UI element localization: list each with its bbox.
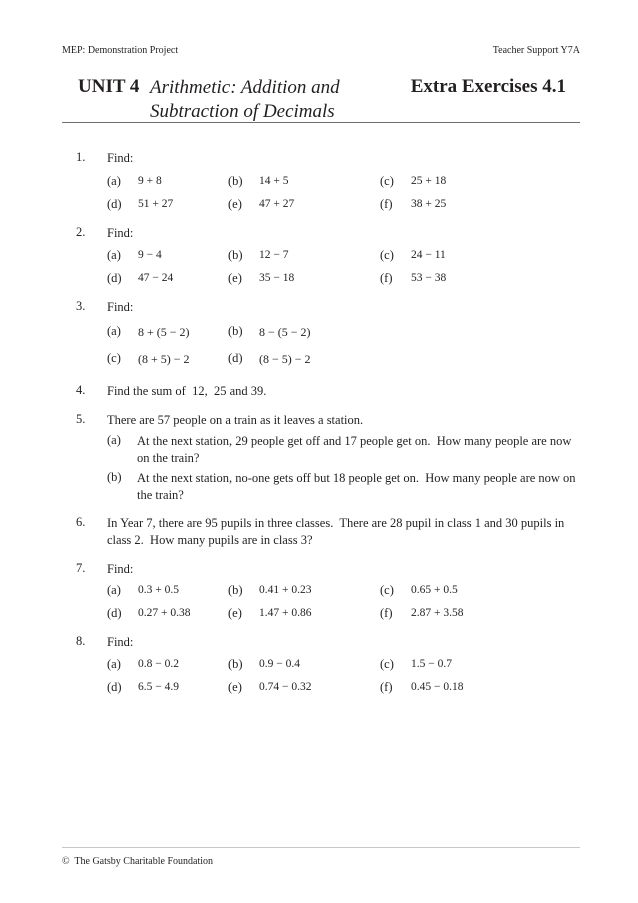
part-expression: 25 + 18 xyxy=(411,175,447,187)
part-label: (c) xyxy=(107,351,121,365)
part-label: (d) xyxy=(228,351,243,365)
part-label: (a) xyxy=(107,657,121,671)
question-prompt: There are 57 people on a train as it leaves a station. xyxy=(107,413,364,427)
part-expression: 6.5 − 4.9 xyxy=(138,681,179,693)
page-header-right: Teacher Support Y7A xyxy=(492,45,580,56)
question-prompt: Find: xyxy=(107,635,134,649)
part-expression: 0.27 + 0.38 xyxy=(138,607,191,619)
footer-divider xyxy=(62,847,580,848)
part-expression: 0.74 − 0.32 xyxy=(259,681,312,693)
part-expression: 35 − 18 xyxy=(259,272,295,284)
part-expression: 14 + 5 xyxy=(259,175,289,187)
part-label: (f) xyxy=(380,271,393,285)
page-header-left: MEP: Demonstration Project xyxy=(62,45,179,56)
part-label: (b) xyxy=(228,583,243,597)
question-number: 2. xyxy=(76,225,86,239)
part-label: (b) xyxy=(228,324,243,338)
part-label: (d) xyxy=(107,680,122,694)
part-expression: 47 + 27 xyxy=(259,198,295,210)
part-label: (e) xyxy=(228,197,242,211)
part-expression: 53 − 38 xyxy=(411,272,447,284)
question-number: 8. xyxy=(76,634,86,648)
question-prompt: Find the sum of 12, 25 and 39. xyxy=(107,384,267,398)
part-label: (d) xyxy=(107,271,122,285)
question-prompt: Find: xyxy=(107,151,134,165)
unit-title: UNIT 4 xyxy=(78,76,140,97)
part-label: (c) xyxy=(380,583,394,597)
part-label: (a) xyxy=(107,324,121,338)
part-expression: 0.3 + 0.5 xyxy=(138,584,179,596)
part-expression: 51 + 27 xyxy=(138,198,174,210)
part-label: (b) xyxy=(228,657,243,671)
part-text: At the next station, 29 people get off and 17 people get on. How many people are now on the train? xyxy=(137,434,575,465)
part-label: (e) xyxy=(228,680,242,694)
part-expression: 24 − 11 xyxy=(411,249,446,261)
question-number: 5. xyxy=(76,412,86,426)
part-label: (a) xyxy=(107,248,121,262)
question-number: 1. xyxy=(76,150,86,164)
part-label: (a) xyxy=(107,433,121,447)
part-expression: 1.47 + 0.86 xyxy=(259,607,312,619)
exercise-title: Extra Exercises 4.1 xyxy=(410,76,566,97)
part-expression: 9 + 8 xyxy=(138,175,162,187)
part-label: (c) xyxy=(380,657,394,671)
question-prompt: In Year 7, there are 95 pupils in three classes. There are 28 pupil in class 1 and 30 pupils in class 2. How many pupils are in class 3? xyxy=(107,516,568,547)
part-expression: 0.45 − 0.18 xyxy=(411,681,464,693)
part-expression: 38 + 25 xyxy=(411,198,447,210)
part-expression: 2.87 + 3.58 xyxy=(411,607,464,619)
part-label: (e) xyxy=(228,271,242,285)
part-expression: (8 + 5) − 2 xyxy=(138,352,190,366)
question-number: 4. xyxy=(76,383,86,397)
question-number: 7. xyxy=(76,561,86,575)
part-expression: 8 − (5 − 2) xyxy=(259,325,311,339)
part-label: (d) xyxy=(107,197,122,211)
topic-title xyxy=(150,76,340,124)
question-prompt: Find: xyxy=(107,226,134,240)
part-label: (e) xyxy=(228,606,242,620)
part-label: (c) xyxy=(380,174,394,188)
part-expression: 12 − 7 xyxy=(259,249,289,261)
part-label: (a) xyxy=(107,174,121,188)
topic-title-line-1: Arithmetic: Addition and xyxy=(150,77,340,98)
part-label: (f) xyxy=(380,197,393,211)
part-expression: 8 + (5 − 2) xyxy=(138,325,190,339)
part-expression: 0.41 + 0.23 xyxy=(259,584,312,596)
part-label: (b) xyxy=(107,470,122,484)
part-label: (d) xyxy=(107,606,122,620)
part-expression: 47 − 24 xyxy=(138,272,174,284)
question-prompt: Find: xyxy=(107,300,134,314)
part-label: (b) xyxy=(228,174,243,188)
part-expression: 0.65 + 0.5 xyxy=(411,584,458,596)
topic-title-line-2: Subtraction of Decimals xyxy=(150,101,335,122)
question-prompt: Find: xyxy=(107,562,134,576)
part-text: At the next station, no-one gets off but 18 people get on. How many people are now on the train? xyxy=(137,471,579,502)
part-expression: 0.8 − 0.2 xyxy=(138,658,179,670)
part-label: (f) xyxy=(380,606,393,620)
part-expression: 1.5 − 0.7 xyxy=(411,658,452,670)
part-label: (b) xyxy=(228,248,243,262)
title-divider xyxy=(62,122,580,123)
question-number: 6. xyxy=(76,515,86,529)
question-number: 3. xyxy=(76,299,86,313)
part-expression: 9 − 4 xyxy=(138,249,162,261)
part-label: (f) xyxy=(380,680,393,694)
footer-copyright: © The Gatsby Charitable Foundation xyxy=(62,856,214,867)
part-label: (c) xyxy=(380,248,394,262)
part-expression: 0.9 − 0.4 xyxy=(259,658,300,670)
part-label: (a) xyxy=(107,583,121,597)
part-expression: (8 − 5) − 2 xyxy=(259,352,311,366)
